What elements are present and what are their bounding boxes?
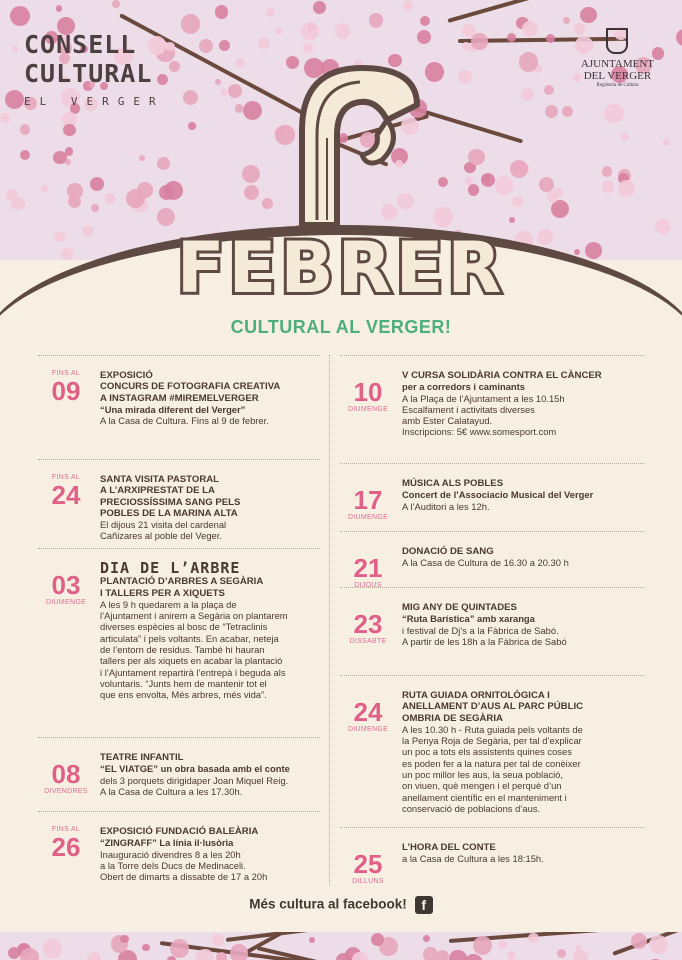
event-date <box>38 474 94 509</box>
blossom <box>10 6 30 26</box>
blossom <box>20 948 39 960</box>
date-day: 03 <box>51 570 81 600</box>
blossom <box>562 106 574 118</box>
blossom <box>537 229 553 245</box>
event-date <box>38 370 94 405</box>
blossom <box>181 14 201 34</box>
event-line: El dijous 21 visita del cardenal <box>100 519 227 531</box>
event-line: articulata” i pels voltants. En acabar, neteja <box>100 632 279 644</box>
date-weekday: DILLUNS <box>352 878 384 885</box>
event-line: l’Ajuntament i anirem a Segària on plantarem <box>100 610 288 622</box>
blossom <box>539 177 554 192</box>
blossom-footer <box>0 932 682 960</box>
blossom <box>336 953 351 960</box>
blossom <box>618 180 635 197</box>
event-line: a la Torre dels Ducs de Medinaceli. <box>100 859 246 871</box>
event-line: voluntaris. “Junts hem de mantenir tot el <box>100 677 267 689</box>
blossom <box>43 939 62 958</box>
blossom <box>557 949 566 958</box>
event-line: CONCURS DE FOTOGRAFIA CREATIVA <box>100 381 281 393</box>
event-line: conservació de poblacions d’aus. <box>402 802 541 814</box>
event-line: a la Casa de Cultura a les 18:15h. <box>402 853 544 865</box>
blossom <box>157 157 170 170</box>
event-line: un poc a tots els assistents quines coses <box>402 746 572 758</box>
blossom <box>157 208 175 226</box>
event-line: L’HORA DEL CONTE <box>402 842 496 853</box>
blossom <box>573 73 582 82</box>
blossom <box>522 21 538 37</box>
blossom <box>512 196 523 207</box>
blossom <box>663 139 670 146</box>
event-line: Cañizares al poble del Veger. <box>100 530 222 542</box>
blossom <box>61 248 73 260</box>
blossom <box>458 70 472 84</box>
event-line: ANELLAMENT D’AUS AL PARC PÚBLIC <box>402 701 584 713</box>
blossom <box>369 13 384 28</box>
event-item <box>340 587 645 676</box>
blossom <box>244 185 259 200</box>
event-date <box>340 850 396 885</box>
event-line: PRECIOSSÍSSIMA SANG PELS <box>100 496 241 508</box>
event-description <box>100 826 320 882</box>
date-day: 23 <box>353 609 383 639</box>
event-item <box>38 459 320 549</box>
event-line: anellament científic en el manteniment i <box>402 791 567 803</box>
date-day: 24 <box>353 697 383 727</box>
blossom <box>352 952 368 960</box>
event-line: POBLES DE LA MARINA ALTA <box>100 507 238 519</box>
blossom <box>438 177 448 187</box>
event-item <box>38 811 320 896</box>
month-title: FEBRER <box>176 227 506 309</box>
ajuntament-logo <box>581 28 654 90</box>
event-description <box>100 559 320 701</box>
date-weekday: DIUMENGE <box>45 599 87 606</box>
blossom <box>313 1 326 14</box>
event-line: “ZINGRAFF” La línia il·lusòria <box>100 837 234 849</box>
blossom <box>546 34 555 43</box>
subtitle: CULTURAL AL VERGER! <box>230 317 452 337</box>
blossom <box>215 79 221 85</box>
event-line: “Una mirada diferent del Verger” <box>100 403 246 415</box>
date-day: 24 <box>51 480 81 510</box>
blossom <box>196 949 213 960</box>
branch <box>225 932 453 942</box>
coat-of-arms-icon <box>606 28 628 54</box>
blossom <box>228 84 243 99</box>
blossom <box>165 42 175 52</box>
date-weekday: DIUMENGE <box>347 514 389 521</box>
event-line: diverses espècies al bosc de “Tetraclinis <box>100 621 268 633</box>
event-line: on viuen, què mengen i el perquè d’un <box>402 780 562 792</box>
event-line: EXPOSICIÓ FUNDACIÓ BALEÀRIA <box>100 826 259 837</box>
big-c-emblem <box>262 60 422 230</box>
blossom <box>563 17 570 24</box>
blossom <box>498 940 507 949</box>
event-line: “EL VIATGE” un obra basada amb el conte <box>100 763 290 775</box>
event-line: A la Casa de Cultura a les 17.30h. <box>100 785 243 797</box>
blossom <box>417 30 431 44</box>
date-day: 17 <box>353 485 383 515</box>
date-day: 10 <box>353 377 383 407</box>
blossom <box>433 207 453 227</box>
blossom <box>545 105 558 118</box>
date-day: 09 <box>51 376 81 406</box>
event-line: per a corredors i caminants <box>402 381 525 393</box>
blossom <box>585 242 602 259</box>
blossom <box>495 176 513 194</box>
date-prefix: FINS AL <box>51 370 81 377</box>
blossom <box>471 33 487 49</box>
ajuntament-line-3: Regidoria de Cultura <box>596 83 639 88</box>
blossom <box>547 191 559 203</box>
event-description <box>100 752 320 797</box>
event-line: I TALLERS PER A XIQUETS <box>100 587 225 599</box>
ajuntament-line-2: DEL VERGER <box>583 70 652 82</box>
blossom <box>509 217 515 223</box>
event-description <box>402 842 645 865</box>
event-line: “Ruta Barística” amb xaranga <box>402 613 535 625</box>
event-line: Obert de dimarts a dissabte de 17 a 20h <box>100 871 268 883</box>
event-line: i festival de Dj’s a la Fàbrica de Sabó. <box>402 624 559 636</box>
date-day: 08 <box>51 759 81 789</box>
date-prefix: FINS AL <box>51 826 81 833</box>
event-item <box>38 355 320 460</box>
event-description <box>402 602 645 647</box>
date-prefix: FINS AL <box>51 474 81 481</box>
event-line: DIA DE L’ARBRE <box>100 559 241 577</box>
blossom <box>449 950 466 960</box>
event-description <box>100 370 320 426</box>
blossom <box>468 184 480 196</box>
blossom <box>425 62 445 82</box>
blossom <box>580 7 596 23</box>
event-item <box>340 675 645 828</box>
event-line: A l’Auditori a les 12h. <box>402 500 490 512</box>
event-date <box>340 554 396 589</box>
date-day: 26 <box>51 832 81 862</box>
footer <box>0 896 682 914</box>
ajuntament-line-1: AJUNTAMENT <box>580 58 654 70</box>
blossom <box>258 37 270 49</box>
blossom <box>510 160 528 178</box>
blossom <box>403 1 413 11</box>
blossom <box>574 249 580 255</box>
event-line: Escalfament i activitats diverses <box>402 403 535 415</box>
date-day: 21 <box>353 553 383 583</box>
blossom <box>544 85 554 95</box>
blossom <box>11 197 25 211</box>
blossom <box>465 177 473 185</box>
blossom <box>266 8 275 17</box>
blossom <box>649 935 668 954</box>
blossom <box>183 90 198 105</box>
event-date <box>38 571 94 606</box>
blossom <box>126 189 145 208</box>
blossom <box>221 89 227 95</box>
logo-line-2: CULTURAL <box>24 59 153 88</box>
blossom <box>219 40 230 51</box>
blossom <box>90 177 104 191</box>
blossom <box>481 173 495 187</box>
event-line: es poden fer a la natura per tal de conèixer <box>402 757 581 769</box>
event-line: A la Casa de Cultura de 16.30 a 20.30 h <box>402 557 569 569</box>
blossom <box>303 43 313 53</box>
blossom <box>216 952 227 960</box>
footer-text: Més cultura al facebook! <box>249 896 407 912</box>
blossom <box>65 159 71 165</box>
event-date <box>340 486 396 521</box>
blossom <box>87 952 101 960</box>
event-item <box>340 355 645 464</box>
date-weekday: DISSABTE <box>349 638 387 645</box>
date-weekday: DIUMENGE <box>347 406 389 413</box>
logo-line-1: CONSELL <box>24 30 137 59</box>
blossom <box>335 23 350 38</box>
column-divider <box>329 355 331 885</box>
blossom <box>170 939 189 958</box>
event-line: EXPOSICIÓ <box>100 370 153 381</box>
blossom <box>468 149 484 165</box>
blossom <box>20 124 30 134</box>
event-line: PLANTACIÓ D’ARBRES A SEGÀRIA <box>100 576 264 588</box>
blossom <box>235 58 245 68</box>
blossom <box>604 104 624 124</box>
event-date <box>340 698 396 733</box>
event-item <box>38 737 320 812</box>
blossom <box>309 937 315 943</box>
event-date <box>340 378 396 413</box>
logo-line-3: EL VERGER <box>24 95 165 108</box>
event-description <box>402 690 645 814</box>
blossom <box>631 933 647 949</box>
event-line: TEATRE INFANTIL <box>100 752 184 763</box>
blossom <box>0 113 10 123</box>
event-description <box>100 474 320 542</box>
blossom <box>8 947 20 959</box>
event-line: A la Plaça de l’Ajuntament a les 10.15h <box>402 392 565 404</box>
event-line: OMBRIA DE SEGÀRIA <box>402 712 503 724</box>
date-weekday: DIVENDRES <box>44 788 88 795</box>
event-line: V CURSA SOLIDÀRIA CONTRA EL CÀNCER <box>402 370 602 381</box>
blossom <box>655 219 670 234</box>
blossom <box>41 185 47 191</box>
event-item <box>38 548 320 738</box>
event-description <box>402 546 645 569</box>
blossom <box>301 22 319 40</box>
event-line: A les 10.30 h - Ruta guiada pels voltants de <box>402 723 583 735</box>
blossom <box>212 934 223 945</box>
blossom <box>112 0 120 8</box>
blossom <box>5 90 24 109</box>
event-line: un poc millor les aus, la seua població, <box>402 769 564 781</box>
blossom <box>551 200 569 218</box>
blossom <box>423 935 430 942</box>
event-line: SANTA VISITA PASTORAL <box>100 474 220 485</box>
blossom <box>120 935 129 944</box>
event-line: MÚSICA ALS POBLES <box>402 478 504 489</box>
blossom <box>169 61 180 72</box>
event-line: A INSTAGRAM #MIREMELVERGER <box>100 392 259 404</box>
blossom <box>63 124 76 137</box>
blossom <box>519 52 539 72</box>
blossom <box>142 944 149 951</box>
event-line: Inscripcions: 5€ www.somesport.com <box>402 426 557 438</box>
event-line: amb Ester Calatayud. <box>402 415 493 427</box>
blossom <box>82 225 94 237</box>
blossom <box>199 39 213 53</box>
branch <box>613 932 682 956</box>
blossom <box>12 46 18 52</box>
facebook-icon[interactable]: f <box>415 896 433 914</box>
event-line: Inauguració divendres 8 a les 20h <box>100 848 241 860</box>
event-line: i l’Ajuntament repartirà l’entrepà i beguda als <box>100 666 286 678</box>
event-line: dels 3 porquets dirigidaper Joan Miquel Reig. <box>100 774 289 786</box>
blossom <box>230 944 248 960</box>
event-line: de l’entorn de residus. També hi hauran <box>100 644 265 656</box>
event-line: la Penya Roja de Segària, per tal d’explicar <box>402 735 582 747</box>
blossom <box>242 165 260 183</box>
blossom <box>188 122 196 130</box>
event-line: RUTA GUIADA ORNITOLÒGICA I <box>402 690 550 701</box>
blossom <box>243 101 262 120</box>
event-line: tallers per als xiquets en acabar la plantació <box>100 655 283 667</box>
event-line: MIG ANY DE QUINTADES <box>402 602 517 613</box>
blossom <box>275 27 282 34</box>
blossom <box>20 150 30 160</box>
blossom <box>602 166 612 176</box>
consell-cultural-logo <box>24 30 165 110</box>
event-line: que ens envolta, Més arbres, més vida”. <box>100 689 267 701</box>
event-line: DONACIÓ DE SANG <box>402 546 494 557</box>
blossom <box>621 133 629 141</box>
blossom <box>105 193 116 204</box>
event-line: A la Casa de Cultura. Fins al 9 de febrer. <box>100 415 269 427</box>
event-date <box>340 610 396 645</box>
date-weekday: DIJOUS <box>354 582 382 589</box>
blossom <box>528 933 539 944</box>
date-day: 25 <box>353 849 383 879</box>
blossom <box>420 16 430 26</box>
event-line: A les 9 h quedarem a la plaça de <box>100 598 237 610</box>
event-date <box>38 760 94 795</box>
blossom <box>91 204 99 212</box>
event-item <box>340 827 645 886</box>
date-weekday: DIUMENGE <box>347 726 389 733</box>
event-line: A partir de les 18h a la Fàbrica de Sabó <box>402 635 567 647</box>
blossom <box>215 5 228 18</box>
blossom <box>56 5 63 12</box>
blossom <box>602 180 614 192</box>
blossom <box>68 195 82 209</box>
event-description <box>402 478 645 512</box>
blossom <box>521 88 534 101</box>
blossom <box>164 181 183 200</box>
event-item <box>340 463 645 532</box>
blossom <box>423 947 439 960</box>
blossom <box>507 951 516 960</box>
event-line: Concert de l’Associacio Musical del Verger <box>402 489 594 501</box>
blossom <box>54 232 65 243</box>
event-item <box>340 531 645 588</box>
event-line: A L’ARXIPRESTAT DE LA <box>100 485 215 497</box>
event-date <box>38 826 94 861</box>
blossom <box>235 104 243 112</box>
blossom <box>676 29 682 46</box>
event-description <box>402 370 645 438</box>
blossom <box>573 950 589 960</box>
blossom <box>473 936 492 955</box>
blossom <box>139 155 145 161</box>
